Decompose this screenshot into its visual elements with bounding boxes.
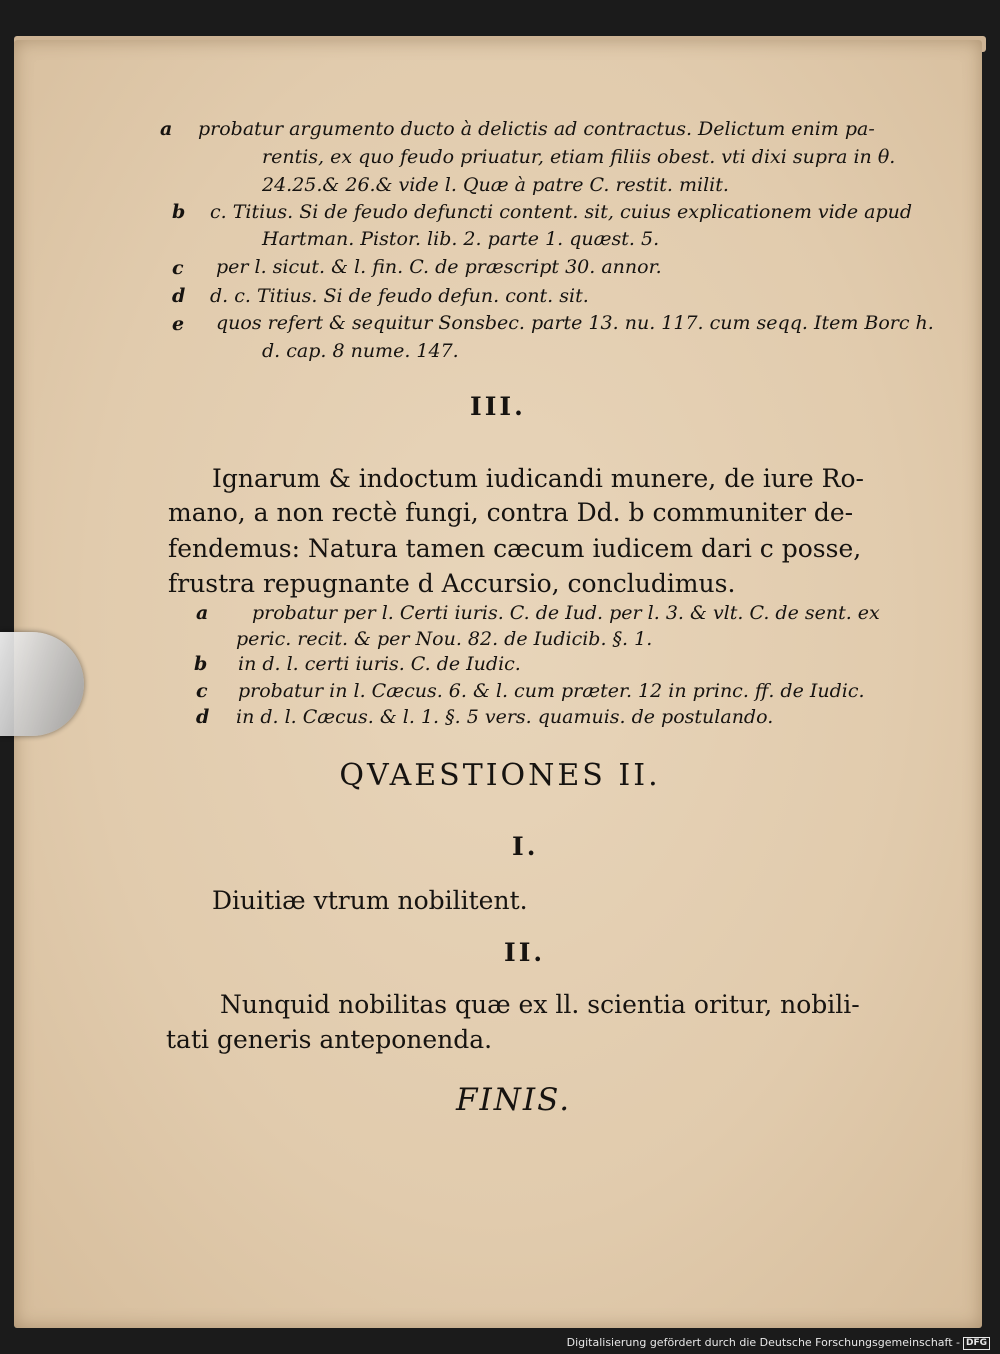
finis-text: FINIS. — [456, 1082, 572, 1118]
footnote-line: in d. l. certi iuris. C. de Iudic. — [238, 653, 521, 675]
footnote-marker: d — [196, 706, 210, 728]
footnote-marker: d — [172, 285, 186, 307]
footnote-line: probatur in l. Cæcus. 6. & l. cum præter. 12 in princ. ff. de Iudic. — [238, 680, 865, 702]
thesis-line: Ignarum & indoctum iudicandi munere, de iure Ro- — [212, 464, 864, 493]
dfg-logo-icon: DFG — [963, 1337, 990, 1350]
question-text: Diuitiæ vtrum nobilitent. — [212, 886, 528, 915]
footnote-line: rentis, ex quo feudo priuatur, etiam filiis obest. vti dixi supra in θ. — [262, 146, 896, 168]
digitization-footer — [0, 1336, 990, 1350]
footnote-line: quos refert & sequitur Sonsbec. parte 13. nu. 117. cum seqq. Item Borc h. — [216, 312, 934, 334]
footnote-marker: b — [172, 201, 186, 223]
footnote-line: probatur per l. Certi iuris. C. de Iud. per l. 3. & vlt. C. de sent. ex — [252, 602, 880, 624]
footnote-marker: c — [172, 257, 184, 279]
footnote-marker: c — [196, 680, 208, 702]
question-number: I. — [512, 832, 539, 861]
footnote-marker: e — [172, 313, 185, 335]
footnote-line: c. Titius. Si de feudo defuncti content. sit, cuius explicationem vide apud — [210, 201, 913, 223]
footnote-marker: a — [160, 118, 173, 140]
footnote-line: probatur argumento ducto à delictis ad contractus. Delictum enim pa- — [198, 118, 875, 140]
section-number: III. — [470, 392, 526, 421]
footer-text: Digitalisierung gefördert durch die Deutsche Forschungsgemeinschaft - — [566, 1336, 960, 1349]
footnote-line: per l. sicut. & l. fin. C. de præscript 30. annor. — [216, 256, 662, 278]
footnote-marker: a — [196, 602, 209, 624]
question-number: II. — [504, 938, 546, 967]
footnote-marker: b — [194, 653, 208, 675]
footnote-line: d. c. Titius. Si de feudo defun. cont. sit. — [210, 285, 589, 307]
footnote-line: peric. recit. & per Nou. 82. de Iudicib. §. 1. — [236, 628, 653, 650]
footnote-line: d. cap. 8 nume. 147. — [262, 340, 459, 362]
question-line: tati generis anteponenda. — [166, 1025, 493, 1054]
thesis-line: fendemus: Natura tamen cæcum iudicem dari c posse, — [168, 534, 862, 563]
footnote-line: in d. l. Cæcus. & l. 1. §. 5 vers. quamuis. de postulando. — [236, 706, 774, 728]
question-line: Nunquid nobilitas quæ ex ll. scientia oritur, nobili- — [220, 990, 860, 1019]
footnote-line: Hartman. Pistor. lib. 2. parte 1. quæst. 5. — [262, 228, 660, 250]
thesis-line: mano, a non rectè fungi, contra Dd. b communiter de- — [168, 498, 854, 527]
thesis-line: frustra repugnante d Accursio, concludimus. — [168, 569, 736, 598]
footnote-line: 24.25.& 26.& vide l. Quæ à patre C. restit. milit. — [262, 174, 729, 196]
questions-title: QVAESTIONES II. — [339, 758, 661, 793]
